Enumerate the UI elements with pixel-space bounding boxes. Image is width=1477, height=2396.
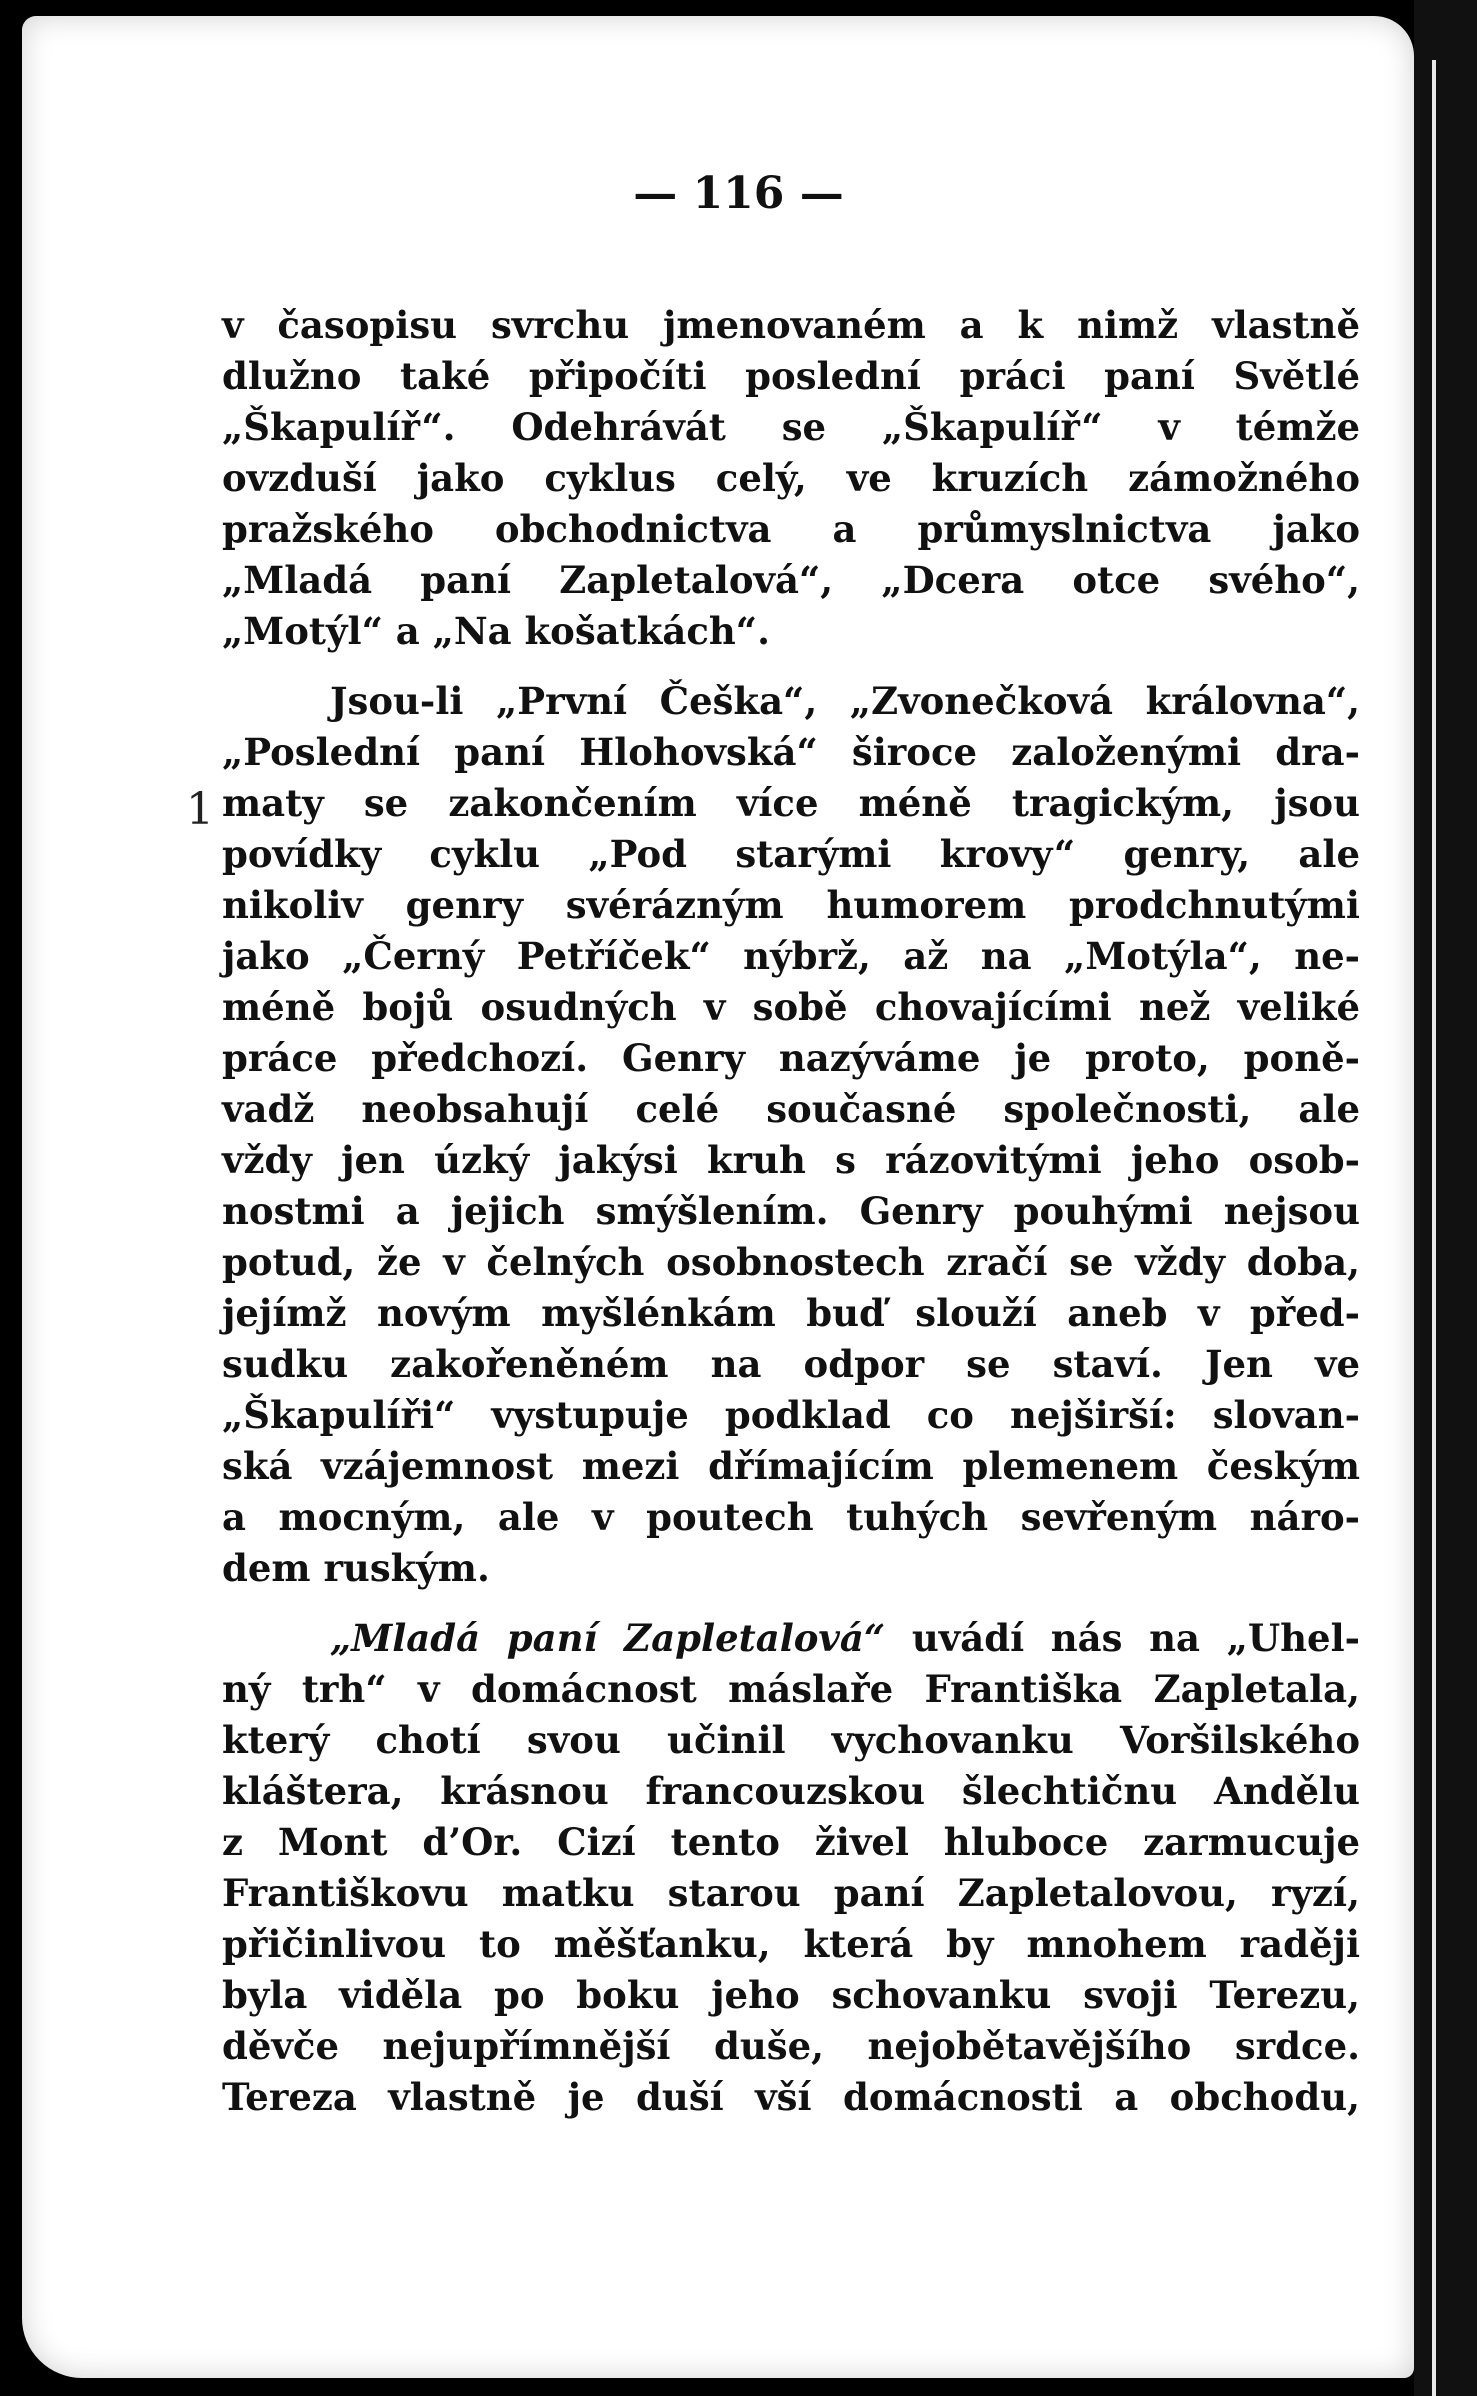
text-line: povídky cyklu „Pod starými krovy“ genry, ale: [222, 832, 1360, 876]
text-line: vadž neobsahují celé současné společnosti, ale: [222, 1087, 1360, 1131]
text-line: dlužno také připočíti poslední práci paní Světlé: [222, 354, 1360, 398]
text-line: [222, 1613, 1360, 1664]
text-line: a mocným, ale v poutech tuhých sevřeným náro-: [222, 1495, 1360, 1539]
text-line: jako „Černý Petříček“ nýbrž, až na „Motýla“, ne-: [222, 934, 1360, 978]
text-line: kláštera, krásnou francouzskou šlechtičnu Andělu: [222, 1769, 1360, 1813]
text-line: přičinlivou to měšťanku, která by mnohem raději: [222, 1922, 1360, 1966]
text-line: „Poslední paní Hlohovská“ široce založenými dra-: [222, 730, 1360, 774]
text-line: práce předchozí. Genry nazýváme je proto, poně-: [222, 1036, 1360, 1080]
text-line: děvče nejupřímnější duše, nejobětavějšího srdce.: [222, 2024, 1360, 2068]
text-line: potud, že v čelných osobnostech zračí se vždy doba,: [222, 1240, 1360, 1284]
text-line: který chotí svou učinil vychovanku Voršilského: [222, 1718, 1360, 1762]
text-line-rest: uvádí nás na „Uhel-: [885, 1616, 1360, 1660]
text-line: Jsou-li „První Češka“, „Zvonečková královna“,: [330, 679, 1360, 723]
text-line: Františkovu matku starou paní Zapletalovou, ryzí,: [222, 1871, 1360, 1915]
text-line: dem ruským.: [222, 1546, 490, 1590]
text-line: byla viděla po boku jeho schovanku svoji Terezu,: [222, 1973, 1360, 2017]
text-line: ovzduší jako cyklus celý, ve kruzích zámožného: [222, 456, 1360, 500]
text-line: sudku zakořeněném na odpor se staví. Jen ve: [222, 1342, 1360, 1386]
scan-edge-line: [1432, 60, 1436, 2396]
text-line: Tereza vlastně je duší vší domácnosti a obchodu,: [222, 2075, 1360, 2119]
body-text: [222, 300, 1360, 2123]
text-line: nikoliv genry svérázným humorem prodchnutými: [222, 883, 1360, 927]
text-line: vždy jen úzký jakýsi kruh s rázovitými jeho osob-: [222, 1138, 1360, 1182]
text-line: nostmi a jejich smýšlením. Genry pouhými nejsou: [222, 1189, 1360, 1233]
text-line: ný trh“ v domácnost máslaře Františka Zapletala,: [222, 1667, 1360, 1711]
text-line: jejímž novým myšlénkám buď slouží aneb v před-: [222, 1291, 1360, 1335]
scan-edge: [1414, 0, 1477, 2396]
italic-title: „Mladá paní Zapletalová“: [330, 1616, 886, 1660]
text-line: pražského obchodnictva a průmyslnictva jako: [222, 507, 1360, 551]
text-line: z Mont d’Or. Cizí tento živel hluboce zarmucuje: [222, 1820, 1360, 1864]
page-number: — 116 —: [633, 168, 844, 219]
text-line: „Škapulíř“. Odehrávát se „Škapulíř“ v témže: [222, 405, 1360, 449]
text-line: ská vzájemnost mezi dřímajícím plemenem českým: [222, 1444, 1360, 1488]
text-line: „Škapulíři“ vystupuje podklad co nejširší: slovan-: [222, 1393, 1360, 1437]
text-line: „Motýl“ a „Na košatkách“.: [222, 609, 770, 653]
text-line: „Mladá paní Zapletalová“, „Dcera otce svého“,: [222, 558, 1360, 602]
text-line: méně bojů osudných v sobě chovajícími než veliké: [222, 985, 1360, 1029]
margin-annotation: 1: [186, 784, 214, 835]
text-line: maty se zakončením více méně tragickým, jsou: [222, 781, 1360, 825]
text-line: v časopisu svrchu jmenovaném a k nimž vlastně: [222, 303, 1360, 347]
